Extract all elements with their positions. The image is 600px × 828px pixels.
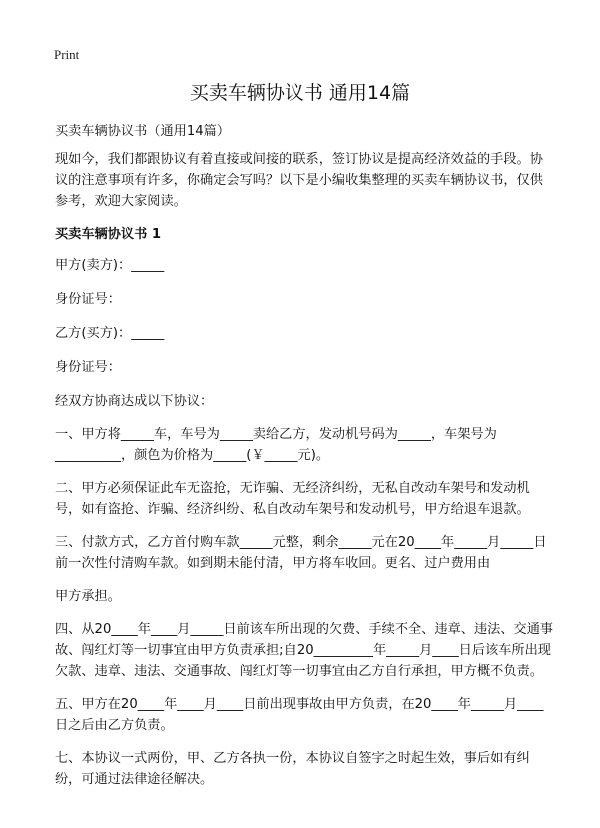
buyer-field: 乙方(买方)：_____: [55, 326, 165, 341]
document-title: 买卖车辆协议书 通用14篇: [189, 82, 411, 104]
section-heading: 买卖车辆协议书 1: [55, 227, 162, 242]
document-body: [55, 121, 555, 802]
clause-paragraph: 三、付款方式，乙方首付购车款_____元整，剩余_____元在20____年_____月_____日前一次性付清购车款。如到期未能付清，甲方将车收回。更名、过户费用由: [55, 535, 547, 571]
clause-paragraph: 四、从20____年____月_____日前该车所出现的欠费、手续不全、违章、违法、交通事故、闯红灯等一切事宜由甲方负责承担;自20_________年_____月____日后该车所出现欠款、违章、违法、交通事故、闯红灯等一切事宜由乙方自行承担，甲方概不负责。: [55, 622, 554, 679]
clause-paragraph: 一、甲方将_____车，车号为_____卖给乙方，发动机号码为_____，车架号为__________，颜色为价格为_____(￥_____元)。: [55, 427, 497, 463]
clause-paragraph: 二、甲方必须保证此车无盗抢，无诈骗、无经济纠纷，无私自改动车架号和发动机号，如有盗抢、诈骗、经济纠纷、私自改动车架号和发动机号，甲方给退车退款。: [55, 481, 530, 517]
clause-paragraph: 七、本协议一式两份，甲、乙方各执一份，本协议自签字之时起生效，事后如有纠纷，可通过法律途径解决。: [55, 751, 530, 787]
buyer-id-field: 身份证号：: [55, 360, 121, 375]
seller-id-field: 身份证号：: [55, 292, 121, 307]
seller-field: 甲方(卖方)：_____: [55, 258, 165, 273]
clause-paragraph: 五、甲方在20____年____月____日前出现事故由甲方负责，在20____年_____月____日之后由乙方负责。: [55, 697, 544, 733]
intro-paragraph: 现如今，我们都跟协议有着直接或间接的联系，签订协议是提高经济效益的手段。协议的注意事项有许多，你确定会写吗？以下是小编收集整理的买卖车辆协议书，仅供参考，欢迎大家阅读。: [55, 152, 543, 209]
document-subtitle: 买卖车辆协议书（通用14篇）: [55, 124, 231, 139]
clause-paragraph: 甲方承担。: [55, 589, 121, 604]
clause-paragraph: 经双方协商达成以下协议：: [55, 394, 214, 409]
print-link[interactable]: Print: [54, 47, 80, 62]
